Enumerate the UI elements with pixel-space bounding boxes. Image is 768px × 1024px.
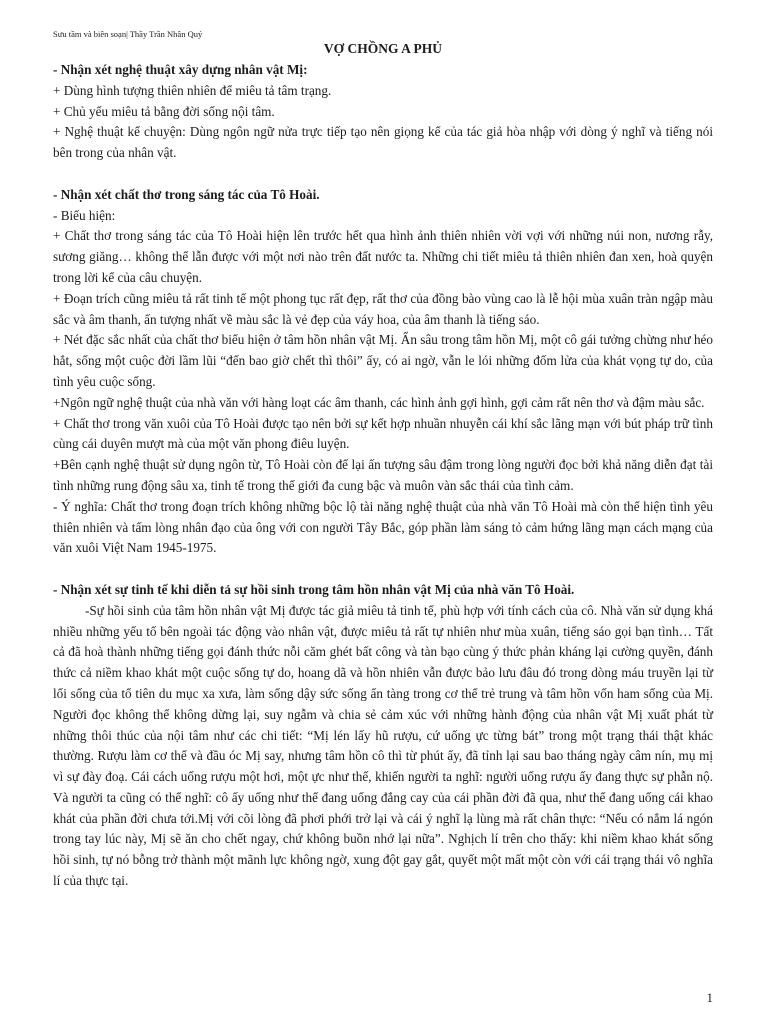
paragraph: - Biểu hiện: xyxy=(53,207,116,223)
paragraph: + Chất thơ trong sáng tác của Tô Hoài hiện lên trước hết qua hình ảnh thiên nhiên vời vợi với những núi non, nương rẫy, sương giăng… không thể lẫn được với một nơi nào trên đất nước ta. Những chi tiết miêu tả thiên nhiên đan xen, hoà quyện trong lời kể của câu chuyện. xyxy=(53,228,713,285)
page-number: 1 xyxy=(706,990,713,1005)
section-hoi-sinh xyxy=(53,580,713,892)
paragraph: + Nghệ thuật kể chuyện: Dùng ngôn ngữ nửa trực tiếp tạo nên giọng kể của tác giả hòa nhập với dòng ý nghĩ và tiếng nói bên trong của nhân vật. xyxy=(53,124,713,161)
paragraph: -Sự hồi sinh của tâm hồn nhân vật Mị được tác giả miêu tả tinh tế, phù hợp với tính cách của cô. Nhà văn sử dụng khá nhiều những yếu tố bên ngoài tác động vào nhân vật, được miêu tả rất tự nhiên như mùa xuân, tiếng sáo gọi bạn tình… Tất cả đã hoà thành những tiếng gọi đánh thức nỗi căm ghét bất công và tàn bạo cùng ý thức phản kháng lại cường quyền, đánh thức cả niềm khao khát một cuộc sống tự do, hoang dã và hồn nhiên vẫn được bảo lưu đâu đó trong dòng máu truyền lại từ lối sống của tổ tiên du mục xa xưa, làm sống dậy sức sống ẩn tàng trong cơ thể trẻ trung và tâm hồn vốn ham sống của Mị. Người đọc không thể không dừng lại, suy ngẫm và chia sẻ cảm xúc với những hành động của nhân vật Mị xuất phát từ những thôi thúc của nội tâm như các chi tiết: “Mị lén lấy hũ rượu, cứ uống ực từng bát” trong một trạng thái thật khác thường. Rượu làm cơ thể và đầu óc Mị say, nhưng tâm hồn cô thì từ phút ấy, đã tỉnh lại sau bao tháng ngày câm nín, mụ mị vì sự đày đoạ. Cái cách uống rượu một hơi, một ực như thế, khiến người ta nghĩ: người uống rượu ấy đang thực sự phẫn nộ. Và người ta cũng có thể nghĩ: cô ấy uống như thể đang uống đắng cay của cái phần đời đã qua, như thể đang uống cái khao khát của phần đời chưa tới.Mị với cõi lòng đã phơi phới trở lại và cái ý nghĩ lạ lùng mà rất chân thực: “Nếu có nắm lá ngón trong tay lúc này, Mị sẽ ăn cho chết ngay, chứ không buồn nhớ lại nữa”. Nghịch lí trên cho thấy: khi niềm khao khát sống hồi sinh, tự nó bỗng trở thành một mãnh lực không ngờ, xung đột gay gắt, quyết một mất một còn với cái trạng thái vô nghĩa lí của thực tại. xyxy=(53,602,713,889)
paragraph: + Nét đặc sắc nhất của chất thơ biểu hiện ở tâm hồn nhân vật Mị. Ẩn sâu trong tâm hồn Mị, một cô gái tưởng chừng như héo hắt, sống một cuộc đời lầm lũi “đến bao giờ chết thì thôi” ấy, có ai ngờ, vẫn le lói những đốm lửa của khát vọng tự do, của tình yêu cuộc sống. xyxy=(53,332,713,389)
section-nghe-thuat xyxy=(53,60,713,164)
paragraph: +Bên cạnh nghệ thuật sử dụng ngôn từ, Tô Hoài còn để lại ấn tượng sâu đậm trong lòng người đọc bởi khả năng diễn đạt tài tình những rung động sâu xa, tinh tế trong thế giới đa cung bậc và muôn vàn sắc thái của tình cảm. xyxy=(53,457,713,493)
section-chat-tho xyxy=(53,185,713,559)
section-heading: - Nhận xét chất thơ trong sáng tác của Tô Hoài. xyxy=(53,186,320,202)
paragraph: - Ý nghĩa: Chất thơ trong đoạn trích không những bộc lộ tài năng nghệ thuật của nhà văn Tô Hoài mà còn thể hiện tình yêu thiên nhiên và tấm lòng nhân đạo của ông với con người Tây Bắc, góp phần làm sáng tỏ cảm hứng lãng mạn cách mạng của văn xuôi Việt Nam 1945-1975. xyxy=(53,498,713,556)
paragraph: + Chủ yếu miêu tả bằng đời sống nội tâm. xyxy=(53,103,275,119)
paragraph: + Chất thơ trong văn xuôi của Tô Hoài được tạo nên bởi sự kết hợp nhuần nhuyễn cái khí sắc lãng mạn với bút pháp trữ tình cùng cái duyên mượt mà của một văn phong điêu luyện. xyxy=(53,415,713,452)
paragraph: + Dùng hình tượng thiên nhiên để miêu tả tâm trạng. xyxy=(53,82,332,98)
paragraph: + Đoạn trích cũng miêu tả rất tinh tế một phong tục rất đẹp, rất thơ của đồng bào vùng cao là lễ hội mùa xuân tràn ngập màu sắc và âm thanh, ấn tượng nhất về màu sắc là vẻ đẹp của váy hoa, của âm thanh là tiếng sáo. xyxy=(53,290,713,327)
page-title: VỢ CHỒNG A PHỦ xyxy=(323,41,443,56)
paragraph: +Ngôn ngữ nghệ thuật của nhà văn với hàng loạt các âm thanh, các hình ảnh gợi hình, gợi cảm rất nên thơ và đậm màu sắc. xyxy=(53,394,705,410)
page-header: Sưu tầm và biên soạn| Thầy Trần Nhân Quý xyxy=(53,29,203,39)
section-heading: - Nhận xét nghệ thuật xây dựng nhân vật Mị: xyxy=(53,62,308,77)
section-heading: - Nhận xét sự tinh tế khi diễn tả sự hồi sinh trong tâm hồn nhân vật Mị của nhà văn Tô Hoài. xyxy=(53,581,575,597)
